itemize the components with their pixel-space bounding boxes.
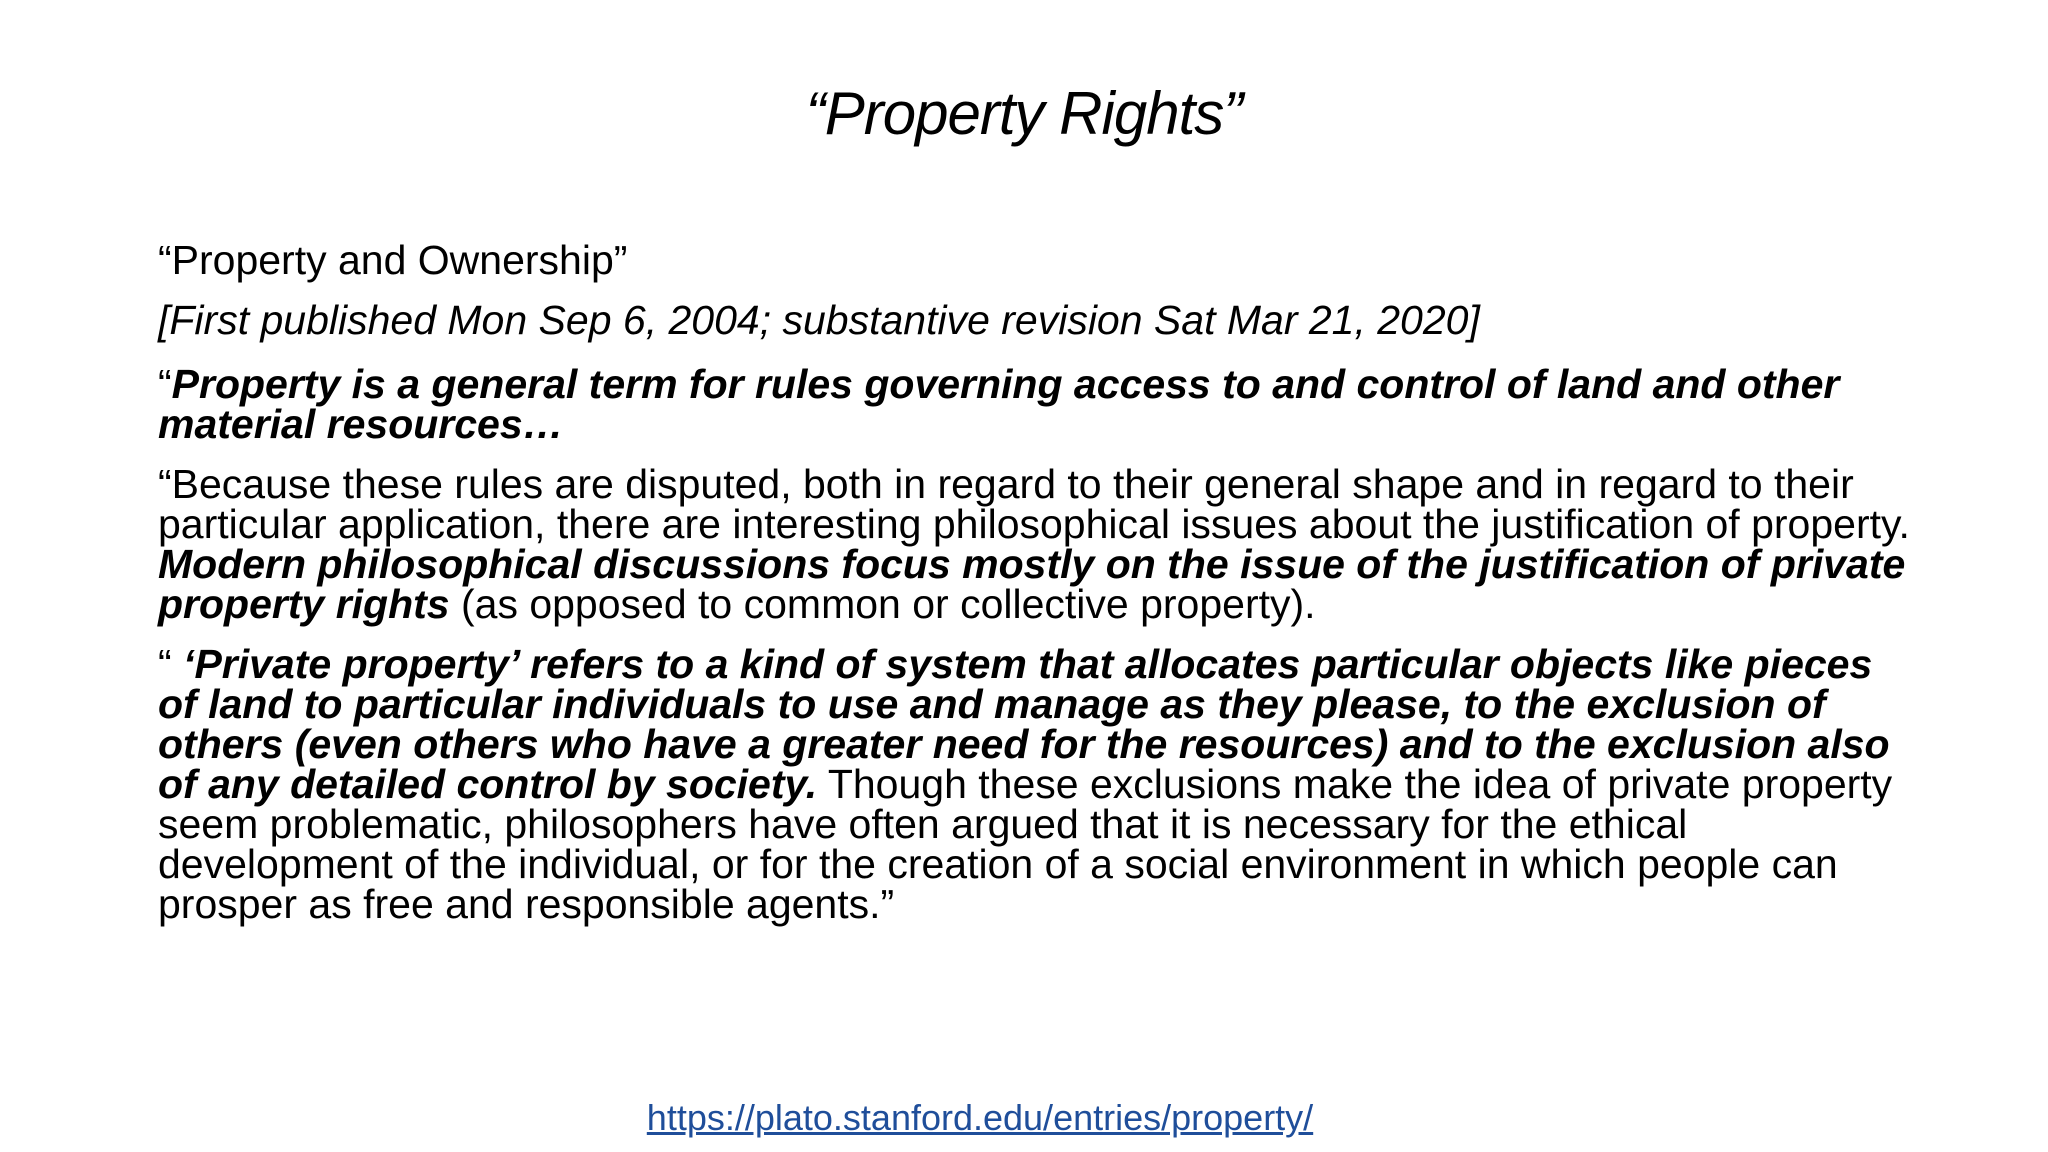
source-link-container bbox=[0, 1094, 1960, 1142]
quote-rules-disputed bbox=[158, 461, 1918, 627]
quote-rules-disputed-text: “Because these rules are disputed, both in regard to their general shape and in regard to their particular application, there are interesting philosophical issues about the justification of property. bbox=[158, 461, 1910, 547]
quote-open-mark: “ bbox=[158, 361, 172, 407]
source-title: “Property and Ownership” bbox=[158, 237, 628, 283]
quote-private-property-bold: ‘Private property’ refers to a kind of system that allocates particular objects like pieces of land to particular individuals to use and manage as they please, to the exclusion of others (even others who have a greater need for the resources) and to the exclusion also of any detailed control by society. bbox=[158, 641, 1890, 807]
slide-title: “Property Rights” bbox=[805, 80, 1243, 147]
quote-private-property-tail: Though these exclusions make the idea of private property seem problematic, philosophers have often argued that it is necessary for the ethical development of the individual, or for the creation of a social environment in which people can prosper as free and responsible agents.” bbox=[158, 761, 1893, 927]
quote-property-definition bbox=[158, 361, 1918, 447]
quote-property-definition-bold: Property is a general term for rules governing access to and control of land and other material resources… bbox=[158, 361, 1840, 447]
source-link[interactable]: https://plato.stanford.edu/entries/property/ bbox=[646, 1097, 1314, 1138]
quote-open-mark: “ bbox=[158, 641, 184, 687]
publication-info: [First published Mon Sep 6, 2004; substantive revision Sat Mar 21, 2020] bbox=[158, 297, 1480, 343]
quote-private-property bbox=[158, 641, 1918, 927]
quote-rules-disputed-tail: (as opposed to common or collective property). bbox=[449, 581, 1316, 627]
slide-body bbox=[158, 232, 1918, 927]
quote-rules-disputed-bold: Modern philosophical discussions focus mostly on the issue of the justification of private property rights bbox=[158, 541, 1906, 627]
